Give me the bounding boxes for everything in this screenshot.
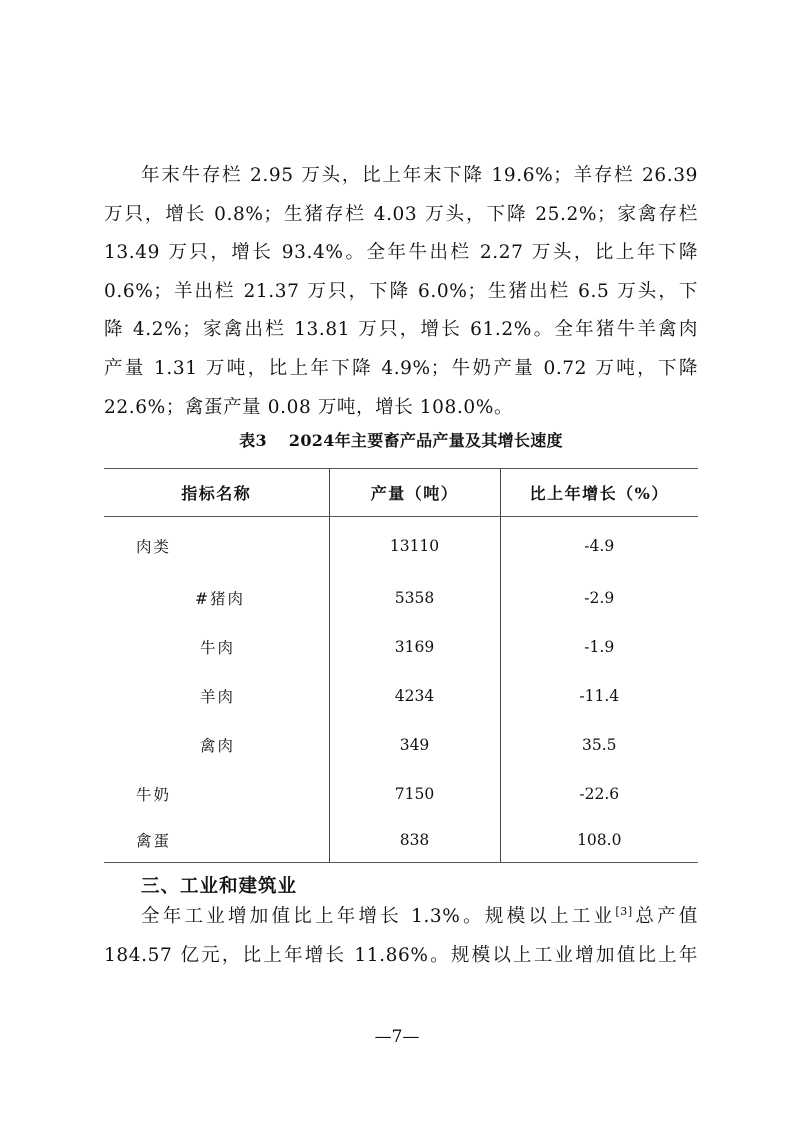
- row-growth: -2.9: [500, 573, 698, 622]
- line-text: 全年工业增加值比上年增长 1.3%。规模以上工业: [141, 906, 616, 927]
- row-name: 禽蛋: [104, 818, 329, 863]
- table-row: [104, 818, 698, 863]
- table-row: [104, 517, 698, 574]
- row-name: 牛肉: [200, 638, 236, 657]
- table-row: [104, 573, 698, 622]
- row-growth: 35.5: [500, 720, 698, 769]
- row-output: 3169: [329, 622, 500, 671]
- line-text: 总产值: [632, 906, 698, 927]
- paragraph-line: 13.49 万只，增长 93.4%。全年牛出栏 2.27 万头，比上年下降: [104, 242, 698, 264]
- row-output: 5358: [329, 573, 500, 622]
- row-name: 牛奶: [136, 785, 172, 804]
- row-growth: -11.4: [500, 671, 698, 720]
- row-name: 羊肉: [200, 687, 236, 706]
- table-row: [104, 769, 698, 818]
- table-row: [104, 622, 698, 671]
- footnote-ref[interactable]: [3]: [615, 905, 633, 918]
- row-output: 838: [329, 818, 500, 863]
- column-header-growth: 比上年增长（%）: [500, 469, 698, 517]
- paragraph-line: 降 4.2%；家禽出栏 13.81 万只，增长 61.2%。全年猪牛羊禽肉: [104, 319, 698, 341]
- row-name: #猪肉: [195, 589, 245, 608]
- paragraph-line: 年末牛存栏 2.95 万头，比上年末下降 19.6%；羊存栏 26.39: [141, 165, 698, 186]
- paragraph-line: [104, 898, 698, 937]
- table-row: [104, 720, 698, 769]
- row-output: 4234: [329, 671, 500, 720]
- row-growth: -1.9: [500, 622, 698, 671]
- table-caption: [104, 428, 698, 451]
- row-growth: 108.0: [500, 818, 698, 863]
- paragraph-line: 产量 1.31 万吨，比上年下降 4.9%；牛奶产量 0.72 万吨，下降: [104, 357, 698, 379]
- row-growth: -22.6: [500, 769, 698, 818]
- row-name: 禽肉: [200, 736, 236, 755]
- row-output: 13110: [329, 517, 500, 574]
- paragraph-industry: [104, 898, 698, 975]
- paragraph-line: 22.6%；禽蛋产量 0.08 万吨，增长 108.0%。: [104, 396, 514, 418]
- table-number: 表3: [239, 431, 267, 450]
- row-output: 7150: [329, 769, 500, 818]
- row-growth: -4.9: [500, 517, 698, 574]
- table-header-row: [104, 469, 698, 517]
- paragraph-line: 184.57 亿元，比上年增长 11.86%。规模以上工业增加值比上年: [104, 944, 698, 966]
- section-heading: 三、工业和建筑业: [141, 876, 298, 897]
- row-name: 肉类: [136, 538, 172, 556]
- page-number: —7—: [374, 1027, 420, 1047]
- paragraph-line: 0.6%；羊出栏 21.37 万只，下降 6.0%；生猪出栏 6.5 万头，下: [104, 280, 698, 302]
- paragraph-livestock: [104, 157, 698, 427]
- row-output: 349: [329, 720, 500, 769]
- table-title: 2024年主要畜产品产量及其增长速度: [288, 431, 563, 450]
- livestock-products-table: [104, 468, 698, 863]
- column-header-output: 产量（吨）: [329, 469, 500, 517]
- column-header-indicator: 指标名称: [104, 469, 329, 517]
- table-row: [104, 671, 698, 720]
- paragraph-line: 万只，增长 0.8%；生猪存栏 4.03 万头，下降 25.2%；家禽存栏: [104, 203, 698, 225]
